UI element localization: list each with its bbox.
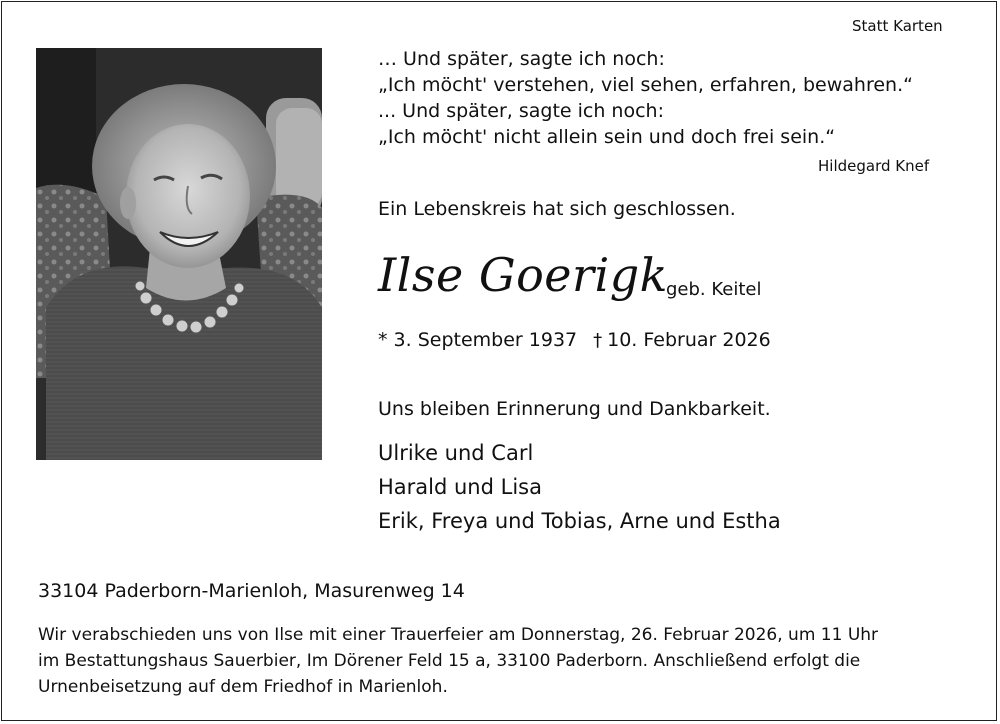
intro-text: Ein Lebenskreis hat sich geschlossen. bbox=[378, 198, 736, 220]
family-member: Ulrike und Carl bbox=[378, 441, 534, 465]
funeral-info bbox=[38, 622, 878, 700]
birth-date: * 3. September 1937 bbox=[378, 329, 578, 351]
funeral-info-line: Wir verabschieden uns von Ilse mit einer Trauerfeier am Donnerstag, 26. Februar 2026, um 11 Uhr bbox=[38, 625, 879, 645]
family-member: Harald und Lisa bbox=[378, 475, 542, 499]
birth-name: geb. Keitel bbox=[666, 279, 762, 300]
death-date: 10. Februar 2026 bbox=[607, 329, 771, 351]
life-dates bbox=[378, 329, 771, 351]
family-list bbox=[378, 436, 781, 538]
portrait-photo bbox=[36, 48, 322, 460]
funeral-info-line: im Bestattungshaus Sauerbier, Im Dörener Feld 15 a, 33100 Paderborn. Anschließend erfolgt die bbox=[38, 651, 861, 671]
poem-line: „Ich möcht' nicht allein sein und doch frei sein.“ bbox=[378, 126, 836, 148]
cross-icon: † bbox=[593, 330, 603, 351]
statt-karten-label: Statt Karten bbox=[852, 17, 943, 35]
poem-quote bbox=[378, 46, 913, 150]
funeral-info-line: Urnenbeisetzung auf dem Friedhof in Marienloh. bbox=[38, 677, 448, 697]
poem-line: … Und später, sagte ich noch: bbox=[378, 48, 665, 70]
deceased-name: Ilse Goerigk bbox=[378, 248, 669, 302]
family-member: Erik, Freya und Tobias, Arne und Estha bbox=[378, 509, 781, 533]
poem-author: Hildegard Knef bbox=[818, 157, 930, 175]
poem-line: „Ich möcht' verstehen, viel sehen, erfahren, bewahren.“ bbox=[378, 74, 913, 96]
address: 33104 Paderborn-Marienloh, Masurenweg 14 bbox=[38, 580, 465, 602]
gratitude-text: Uns bleiben Erinnerung und Dankbarkeit. bbox=[378, 398, 771, 420]
poem-line: ... Und später, sagte ich noch: bbox=[378, 100, 664, 122]
